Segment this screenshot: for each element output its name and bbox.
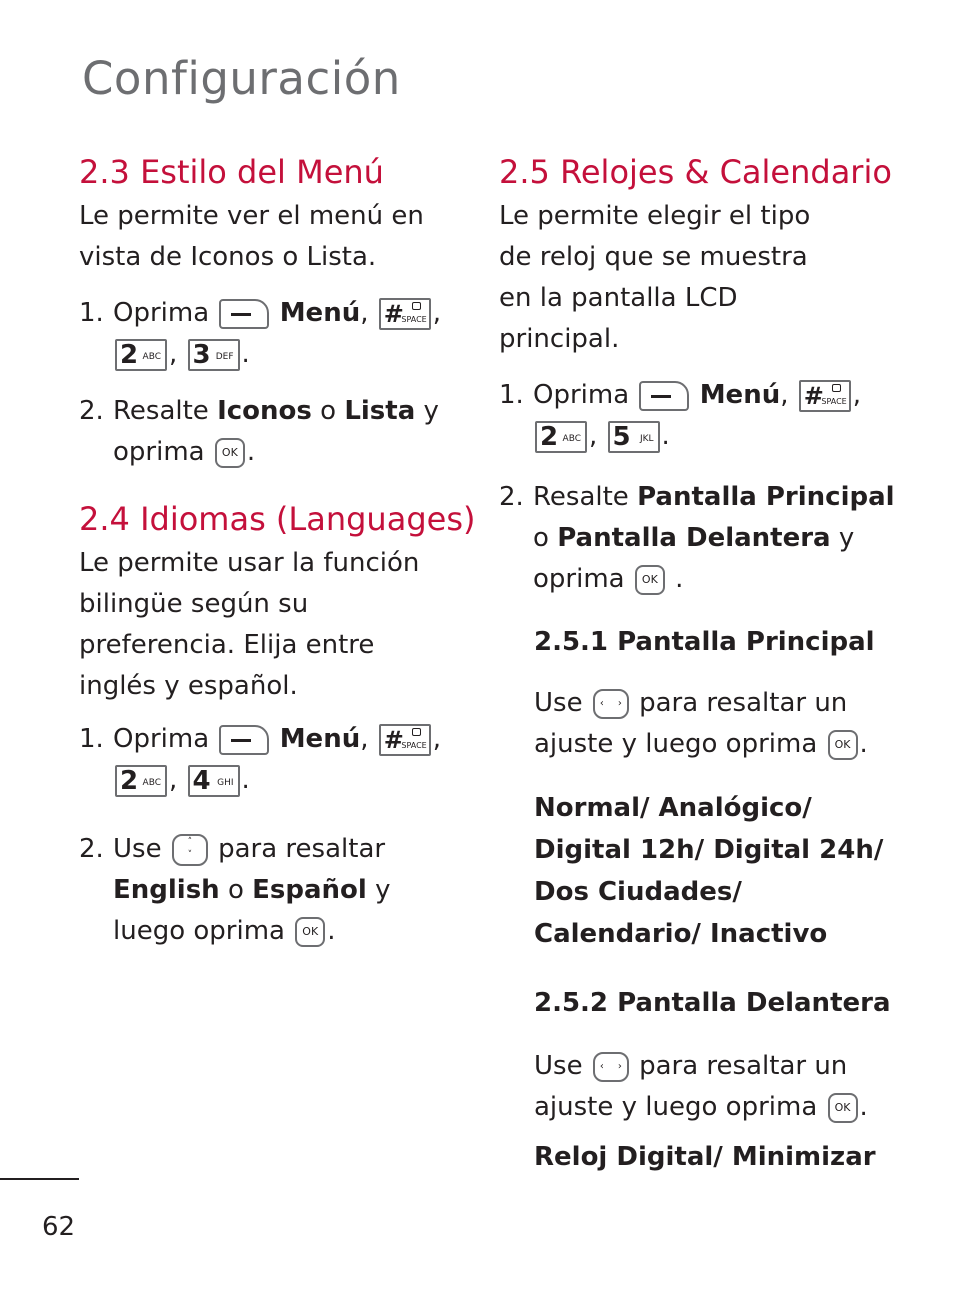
- ok-key-icon: OK: [215, 438, 245, 468]
- section-2-3-step-1: 1. Oprima Menú, # SPACE , 2 ABC , 3 DEF .: [79, 293, 469, 375]
- section-2-3-description: Le permite ver el menú en vista de Iconos o Lista.: [79, 201, 424, 272]
- section-2-3-title: 2.3 Estilo del Menú: [79, 153, 384, 191]
- left-soft-key-icon: [219, 299, 269, 329]
- key-2-icon: 2 ABC: [535, 421, 587, 453]
- ok-key-icon: OK: [828, 1093, 858, 1123]
- footer-rule: [0, 1178, 79, 1180]
- subsection-2-5-2-text: Use ‹ › para resaltar un ajuste y luego oprima OK .: [534, 1051, 868, 1122]
- section-2-5-title: 2.5 Relojes & Calendario: [499, 153, 892, 191]
- nav-up-down-key-icon: ˄ ˅: [172, 834, 208, 866]
- section-2-4-step-2: 2. Use ˄ ˅ para resaltar English o Español y luego oprima OK .: [79, 834, 391, 946]
- hash-space-key-icon: # SPACE: [379, 724, 431, 756]
- nav-left-right-key-icon: ‹ ›: [593, 689, 629, 719]
- section-2-3-step-2: 2. Resalte Iconos o Lista y oprima OK .: [79, 391, 469, 473]
- step-number: 2.: [79, 396, 104, 426]
- step-text: Oprima: [113, 298, 210, 328]
- subsection-2-5-1: [499, 622, 899, 955]
- section-2-5-step-1: 1. Oprima Menú, # SPACE , 2 ABC , 5 JKL .: [499, 380, 862, 452]
- subsection-2-5-1-text: Use ‹ › para resaltar un ajuste y luego oprima OK .: [534, 688, 868, 759]
- left-soft-key-icon: [639, 381, 689, 411]
- right-column: [499, 152, 899, 1178]
- subsection-2-5-2-title: 2.5.2 Pantalla Delantera: [534, 988, 891, 1018]
- section-2-5-step-2: 2. Resalte Pantalla Principal o Pantalla Delantera y oprima OK .: [499, 482, 895, 594]
- section-2-4-description: Le permite usar la función bilingüe según su preferencia. Elija entre inglés y español.: [79, 548, 420, 701]
- subsection-2-5-2-options: Reloj Digital/ Minimizar: [534, 1142, 876, 1172]
- subsection-2-5-1-title: 2.5.1 Pantalla Principal: [534, 627, 875, 657]
- key-3-icon: 3 DEF: [188, 339, 240, 371]
- key-4-icon: 4 GHI: [188, 765, 240, 797]
- hash-space-key-icon: # SPACE: [799, 380, 851, 412]
- section-2-4-title: 2.4 Idiomas (Languages): [79, 500, 476, 538]
- step-number: 1.: [79, 298, 104, 328]
- subsection-2-5-2: [499, 983, 899, 1178]
- page-title: Configuración: [82, 52, 401, 105]
- ok-key-icon: OK: [635, 565, 665, 595]
- page-number: 62: [42, 1212, 76, 1242]
- ok-key-icon: OK: [828, 730, 858, 760]
- section-2-4-step-1: 1. Oprima Menú, # SPACE , 2 ABC , 4 GHI .: [79, 724, 442, 796]
- key-2-icon: 2 ABC: [115, 339, 167, 371]
- key-2-icon: 2 ABC: [115, 765, 167, 797]
- section-2-5-description: Le permite elegir el tipo de reloj que se muestra en la pantalla LCD principal.: [499, 201, 811, 354]
- subsection-2-5-1-options: Normal/ Analógico/ Digital 12h/ Digital 24h/ Dos Ciudades/ Calendario/ Inactivo: [534, 793, 884, 949]
- left-column: [79, 152, 476, 952]
- hash-space-key-icon: # SPACE: [379, 298, 431, 330]
- key-5-icon: 5 JKL: [608, 421, 660, 453]
- nav-left-right-key-icon: ‹ ›: [593, 1052, 629, 1082]
- menu-label: Menú: [279, 298, 361, 328]
- left-soft-key-icon: [219, 725, 269, 755]
- ok-key-icon: OK: [295, 917, 325, 947]
